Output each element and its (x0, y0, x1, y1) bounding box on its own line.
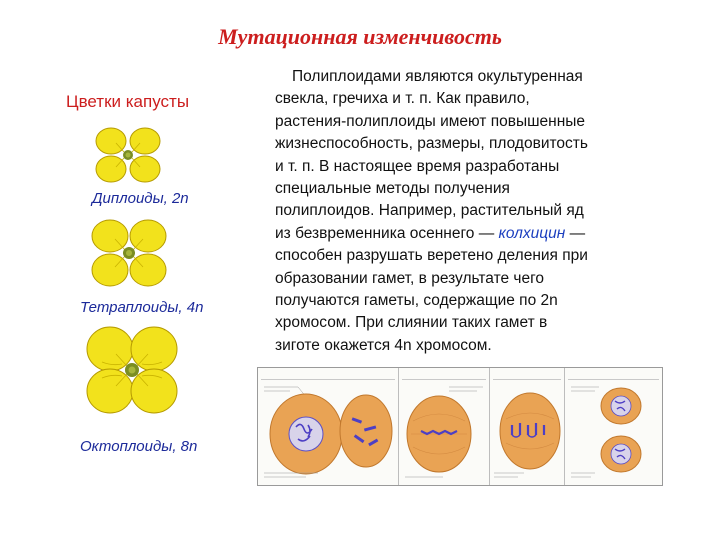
paragraph-text: из безвременника осеннего — (275, 224, 499, 242)
diploid-flower-image (88, 120, 168, 190)
figure-panel-prophase (258, 368, 399, 485)
paragraph-text: — (565, 224, 586, 242)
paragraph-line: и т. п. В настоящее время разработаны (275, 157, 560, 175)
paragraph-line: хромосом. При слиянии таких гамет в (275, 314, 548, 332)
paragraph-line: специальные методы получения (275, 180, 510, 198)
paragraph-line: полиплоидов. Например, растительный яд (275, 202, 584, 220)
figure-panel-anaphase (490, 368, 565, 485)
prophase-cells-image (258, 379, 398, 485)
octoploid-flower-image (80, 318, 184, 422)
tetraploid-label: Тетраплоиды, 4n (80, 299, 204, 316)
diploid-label: Диплоиды, 2n (92, 190, 189, 207)
figure-panel-metaphase (399, 368, 490, 485)
paragraph-line: способен разрушать веретено деления при (275, 247, 588, 265)
telophase-cells-image (565, 379, 662, 485)
paragraph-line: образовании гамет, в результате чего (275, 269, 545, 287)
paragraph-line: Полиплоидами являются окультуренная (292, 68, 583, 85)
figure-panel-telophase (565, 368, 662, 485)
main-paragraph (275, 66, 650, 357)
anaphase-cell-image (490, 379, 564, 485)
page-title: Мутационная изменчивость (218, 24, 502, 49)
colchicine-term: колхицин (498, 224, 566, 242)
paragraph-line (275, 223, 650, 245)
paragraph-line: свекла, гречиха и т. п. Как правило, (275, 90, 530, 108)
paragraph-line: зиготе окажется 4n хромосом. (275, 336, 492, 354)
flowers-heading: Цветки капусты (66, 92, 190, 111)
tetraploid-flower-image (86, 212, 172, 294)
paragraph-line: получаются гаметы, содержащие по 2n (275, 292, 558, 310)
metaphase-cell-image (399, 379, 489, 485)
cell-division-figure (257, 367, 663, 486)
octoploid-label: Октоплоиды, 8n (80, 438, 198, 455)
paragraph-line: растения-полиплоиды имеют повышенные (275, 112, 586, 130)
paragraph-line: жизнеспособность, размеры, плодовитость (275, 135, 588, 153)
